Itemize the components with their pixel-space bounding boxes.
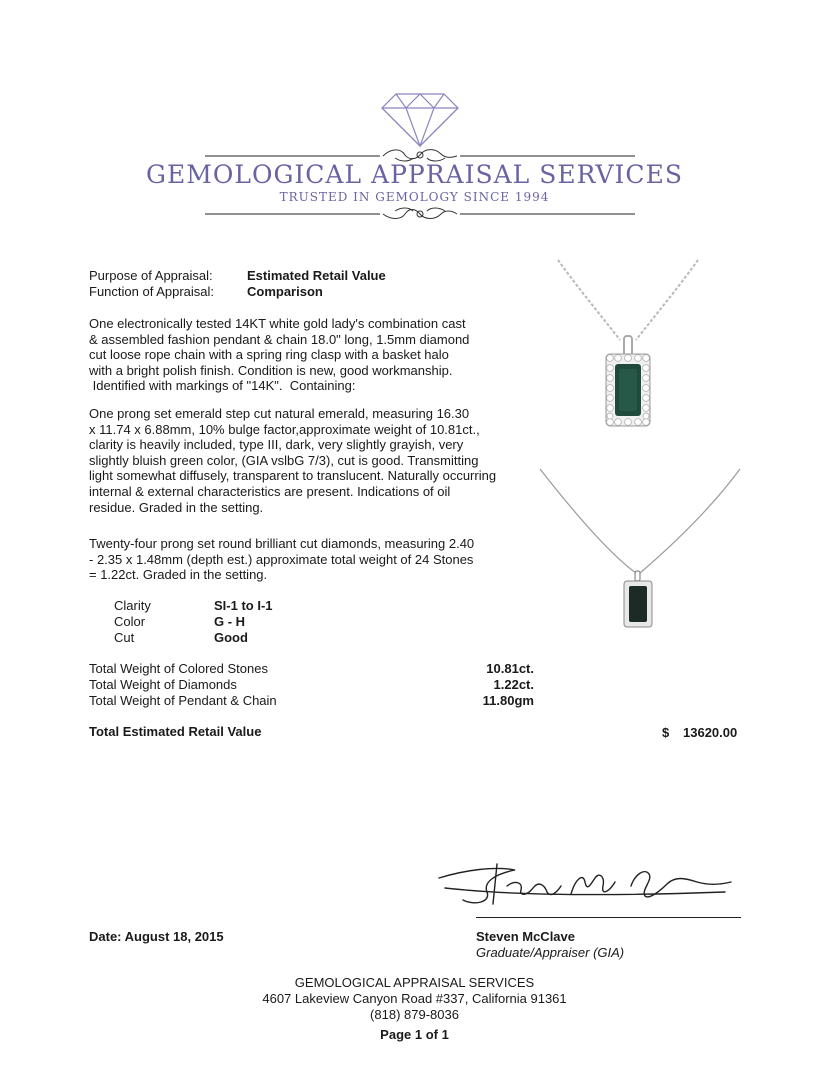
total-amount: 13620.00 xyxy=(683,725,738,740)
diamond-line: = 1.22ct. Graded in the setting. xyxy=(89,567,268,583)
grade-label-cut: Cut xyxy=(114,630,135,645)
description-line: Identified with markings of "14K". Containing: xyxy=(89,378,356,394)
appraisal-date: Date: August 18, 2015 xyxy=(89,929,224,944)
emerald-line: clarity is heavily included, type III, dark, very slightly grayish, very xyxy=(89,437,464,453)
purpose-label: Purpose of Appraisal: xyxy=(89,268,213,283)
pendant-chain-photo xyxy=(536,465,746,640)
footer-phone: (818) 879-8036 xyxy=(370,1007,459,1022)
weight-label-colored-stones: Total Weight of Colored Stones xyxy=(89,661,268,676)
company-logo-title: GEMOLOGICAL APPRAISAL SERVICES xyxy=(146,160,683,189)
emerald-line: One prong set emerald step cut natural emerald, measuring 16.30 xyxy=(89,406,470,421)
weight-value-diamonds: 1.22ct. xyxy=(493,677,534,692)
diamond-line: Twenty-four prong set round brilliant cut diamonds, measuring 2.40 xyxy=(89,536,475,551)
grade-value-cut: Good xyxy=(214,630,248,645)
footer-company: GEMOLOGICAL APPRAISAL SERVICES xyxy=(294,975,535,990)
emerald-line: residue. Graded in the setting. xyxy=(89,499,264,515)
emerald-description xyxy=(89,406,496,515)
footer-address: 4607 Lakeview Canyon Road #337, California 91361 xyxy=(262,991,567,1006)
diamond-line: - 2.35 x 1.48mm (depth est.) approximate total weight of 24 Stones xyxy=(89,551,474,567)
grade-label-clarity: Clarity xyxy=(114,598,151,613)
diamond-icon xyxy=(380,92,460,148)
appraiser-name: Steven McClave xyxy=(476,929,575,944)
weight-label-pendant-chain: Total Weight of Pendant & Chain xyxy=(89,693,277,708)
function-value: Comparison xyxy=(247,284,323,299)
page-number: Page 1 of 1 xyxy=(380,1027,449,1042)
emerald-line: internal & external characteristics are present. Indications of oil xyxy=(89,483,451,499)
description-line: & assembled fashion pendant & chain 18.0" long, 1.5mm diamond xyxy=(89,331,470,347)
signature-line xyxy=(476,917,741,918)
total-currency: $ xyxy=(662,725,670,740)
function-label: Function of Appraisal: xyxy=(89,284,215,299)
grade-value-clarity: SI-1 to I-1 xyxy=(214,598,273,613)
emerald-line: slightly bluish green color, (GIA vslbG 7/3), cut is good. Transmitting xyxy=(89,452,479,468)
weight-value-pendant-chain: 11.80gm xyxy=(482,693,534,708)
description-line: cut loose rope chain with a spring ring clasp with a basket halo xyxy=(89,347,449,363)
total-value-label: Total Estimated Retail Value xyxy=(89,724,262,739)
pendant-closeup-photo xyxy=(548,258,708,433)
bottom-ornament-rule xyxy=(205,204,635,222)
diamond-description xyxy=(89,536,474,583)
description-line: with a bright polish finish. Condition is new, good workmanship. xyxy=(89,362,453,378)
grade-label-color: Color xyxy=(114,614,146,629)
purpose-value: Estimated Retail Value xyxy=(247,268,386,283)
item-description xyxy=(89,316,469,394)
weight-value-colored-stones: 10.81ct. xyxy=(486,661,534,676)
emerald-line: light somewhat diffusely, transparent to translucent. Naturally occurring xyxy=(89,468,497,484)
weight-label-diamonds: Total Weight of Diamonds xyxy=(89,677,237,692)
company-tagline: TRUSTED IN GEMOLOGY SINCE 1994 xyxy=(279,190,550,204)
emerald-line: x 11.74 x 6.88mm, 10% bulge factor,approximate weight of 10.81ct., xyxy=(89,421,480,437)
description-line: One electronically tested 14KT white gold lady's combination cast xyxy=(89,316,466,331)
appraiser-signature xyxy=(435,852,735,914)
grade-value-color: G - H xyxy=(214,614,246,629)
appraiser-title: Graduate/Appraiser (GIA) xyxy=(476,945,625,960)
